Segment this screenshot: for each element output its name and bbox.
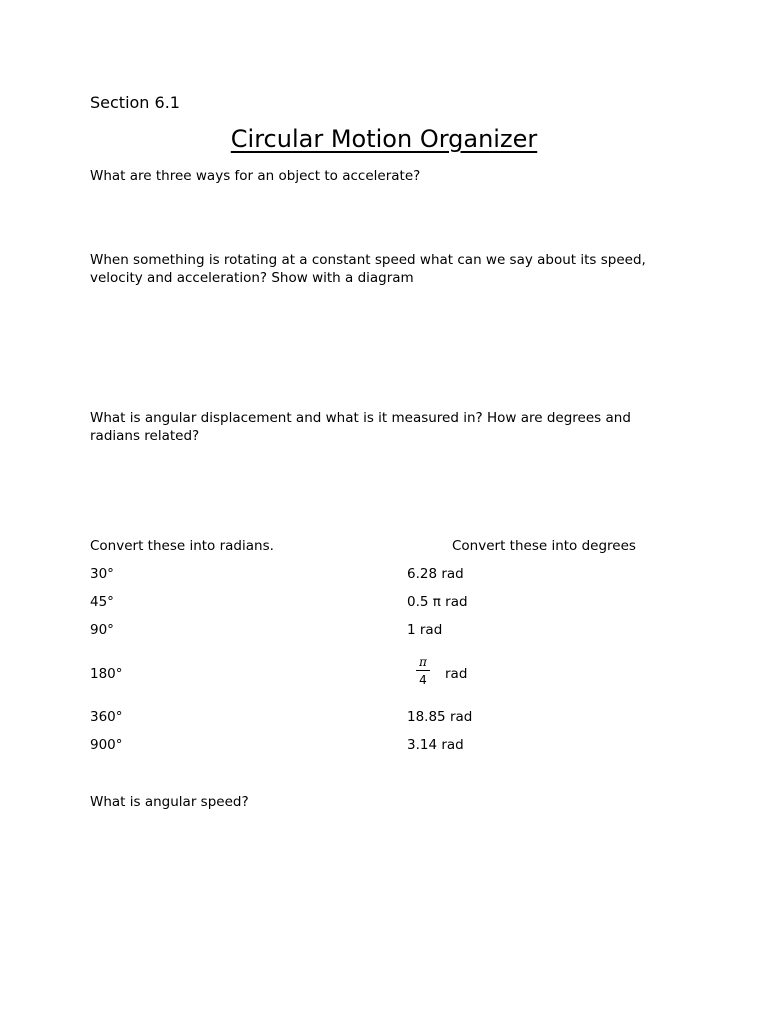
degree-value: 180° [90, 666, 123, 682]
fraction-unit: rad [445, 666, 468, 682]
radian-value: 1 rad [407, 622, 443, 638]
radian-value: 3.14 rad [407, 737, 464, 753]
degree-value: 360° [90, 709, 123, 725]
degrees-header: Convert these into degrees [452, 538, 636, 554]
question-angular-displacement: What is angular displacement and what is it measured in? How are degrees and radians related? [90, 410, 631, 444]
question-constant-speed: When something is rotating at a constant speed what can we say about its speed, velocity and acceleration? Show with a diagram [90, 252, 646, 286]
radians-header: Convert these into radians. [90, 538, 274, 554]
question-angular-speed: What is angular speed? [90, 794, 249, 810]
section-label: Section 6.1 [90, 93, 180, 112]
page-title: Circular Motion Organizer [230, 125, 538, 153]
degree-value: 900° [90, 737, 123, 753]
fraction-bar [416, 670, 430, 671]
fraction-denominator: 4 [419, 673, 427, 687]
degree-value: 90° [90, 622, 114, 638]
degree-value: 45° [90, 594, 114, 610]
radian-value: 0.5 π rad [407, 594, 468, 610]
fraction-numerator: π [419, 655, 427, 669]
radian-value: 18.85 rad [407, 709, 473, 725]
question-accelerate: What are three ways for an object to accelerate? [90, 168, 421, 184]
radian-value: 6.28 rad [407, 566, 464, 582]
radian-fraction [416, 655, 430, 687]
degree-value: 30° [90, 566, 114, 582]
